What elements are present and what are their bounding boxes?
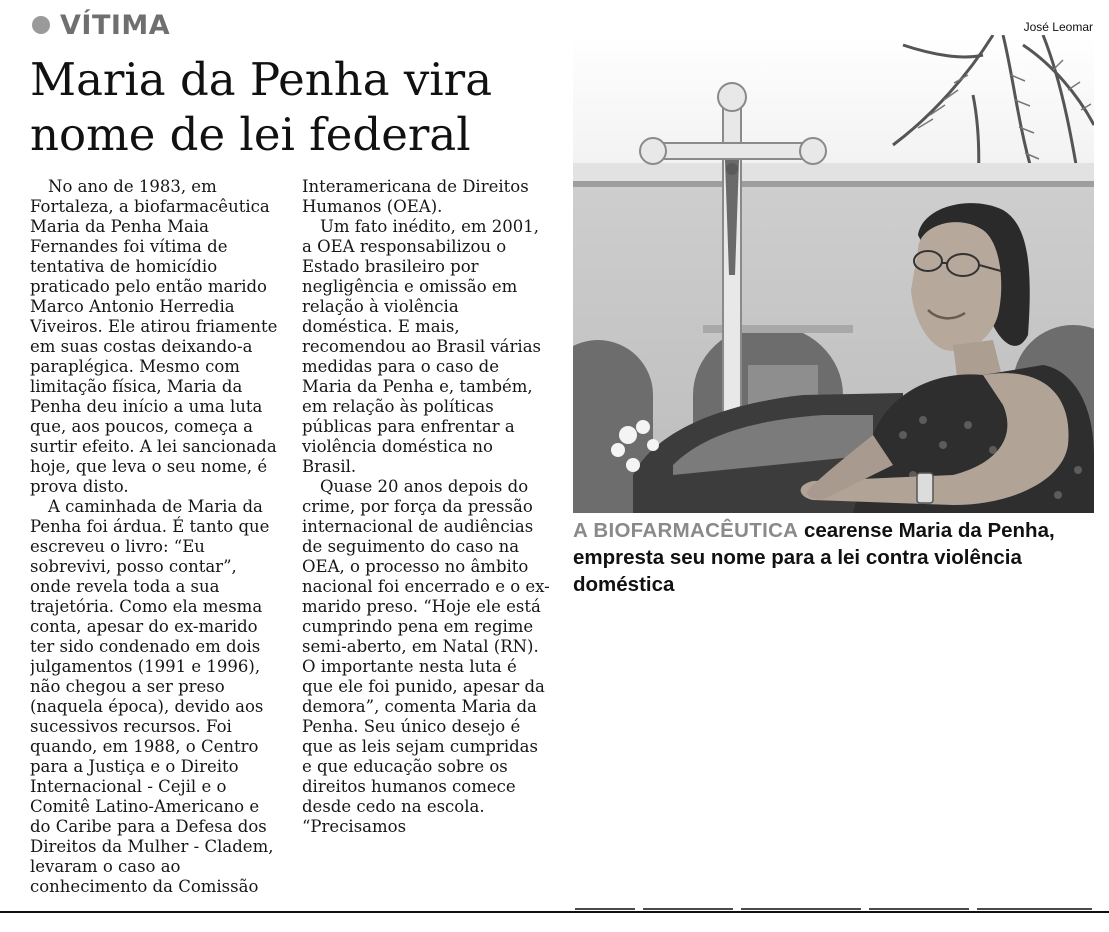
article-paragraph: No ano de 1983, em Fortaleza, a biofarmacêutica Maria da Penha Maia Fernandes foi vítima de tentativa de homicídio praticado pelo então marido Marco Antonio Herredia Viveiros. Ele atirou friamente em suas costas deixando-a paraplégica. Mesmo com limitação física, Maria da Penha deu início a uma luta que, aos poucos, começa a surtir efeito. A lei sancionada hoje, que leva o seu nome, é prova disto.	[30, 177, 278, 496]
photo-credit: José Leomar	[1023, 20, 1093, 34]
section-tag	[32, 8, 170, 42]
section-label: VÍTIMA	[60, 9, 171, 41]
article-columns	[30, 177, 552, 911]
article-body	[30, 177, 552, 911]
cut-off-text-fragment	[573, 900, 1098, 910]
circle-bullet-icon	[32, 16, 50, 34]
article-paragraph: Um fato inédito, em 2001, a OEA responsabilizou o Estado brasileiro por negligência e omissão em relação à violência doméstica. E mais, recomendou ao Brasil várias medidas para o caso de Maria da Penha e, também, em relação às políticas públicas para enfrentar a violência doméstica no Brasil.	[302, 217, 541, 476]
page-bottom-rule	[0, 911, 1109, 913]
caption-text: cearense Maria da Penha, empresta seu nome para a lei contra violência doméstica	[573, 519, 1055, 596]
caption-lead: A BIOFARMACÊUTICA	[573, 519, 799, 542]
woman-with-glasses-and-crucifix-photo	[573, 35, 1094, 513]
photo-caption	[573, 517, 1098, 598]
article-paragraph: A caminhada de Maria da Penha foi árdua. É tanto que escreveu o livro: “Eu sobrevivi, posso contar”, onde revela toda a sua trajetória. Como ela mesma conta, apesar do ex-marido ter sido condenado em dois julgamentos (1991 e 1996), não chegou a ser preso (naquela época), devido aos sucessivos recursos. Foi quando, em 1988, o Centro para a Justiça e o Direito Internacional - Cejil e o Comitê Latino-Americano e do Caribe para a Defesa dos Direitos da Mulher - Cladem, levaram o caso ao conhecimento da Comissão Interamericana de Direitos Humanos (OEA).	[30, 177, 529, 896]
article-paragraph: Quase 20 anos depois do crime, por força da pressão internacional de audiências de seguimento do caso na OEA, o processo no âmbito nacional foi encerrado e o ex-marido preso. “Hoje ele está cumprindo pena em regime semi-aberto, em Natal (RN). O importante nesta luta é que ele foi punido, apesar da demora”, comenta Maria da Penha. Seu único desejo é que as leis sejam cumpridas e que educação sobre os direitos humanos comece desde cedo na escola. “Precisamos	[302, 477, 550, 836]
headline: Maria da Penha vira nome de lei federal	[30, 53, 493, 161]
